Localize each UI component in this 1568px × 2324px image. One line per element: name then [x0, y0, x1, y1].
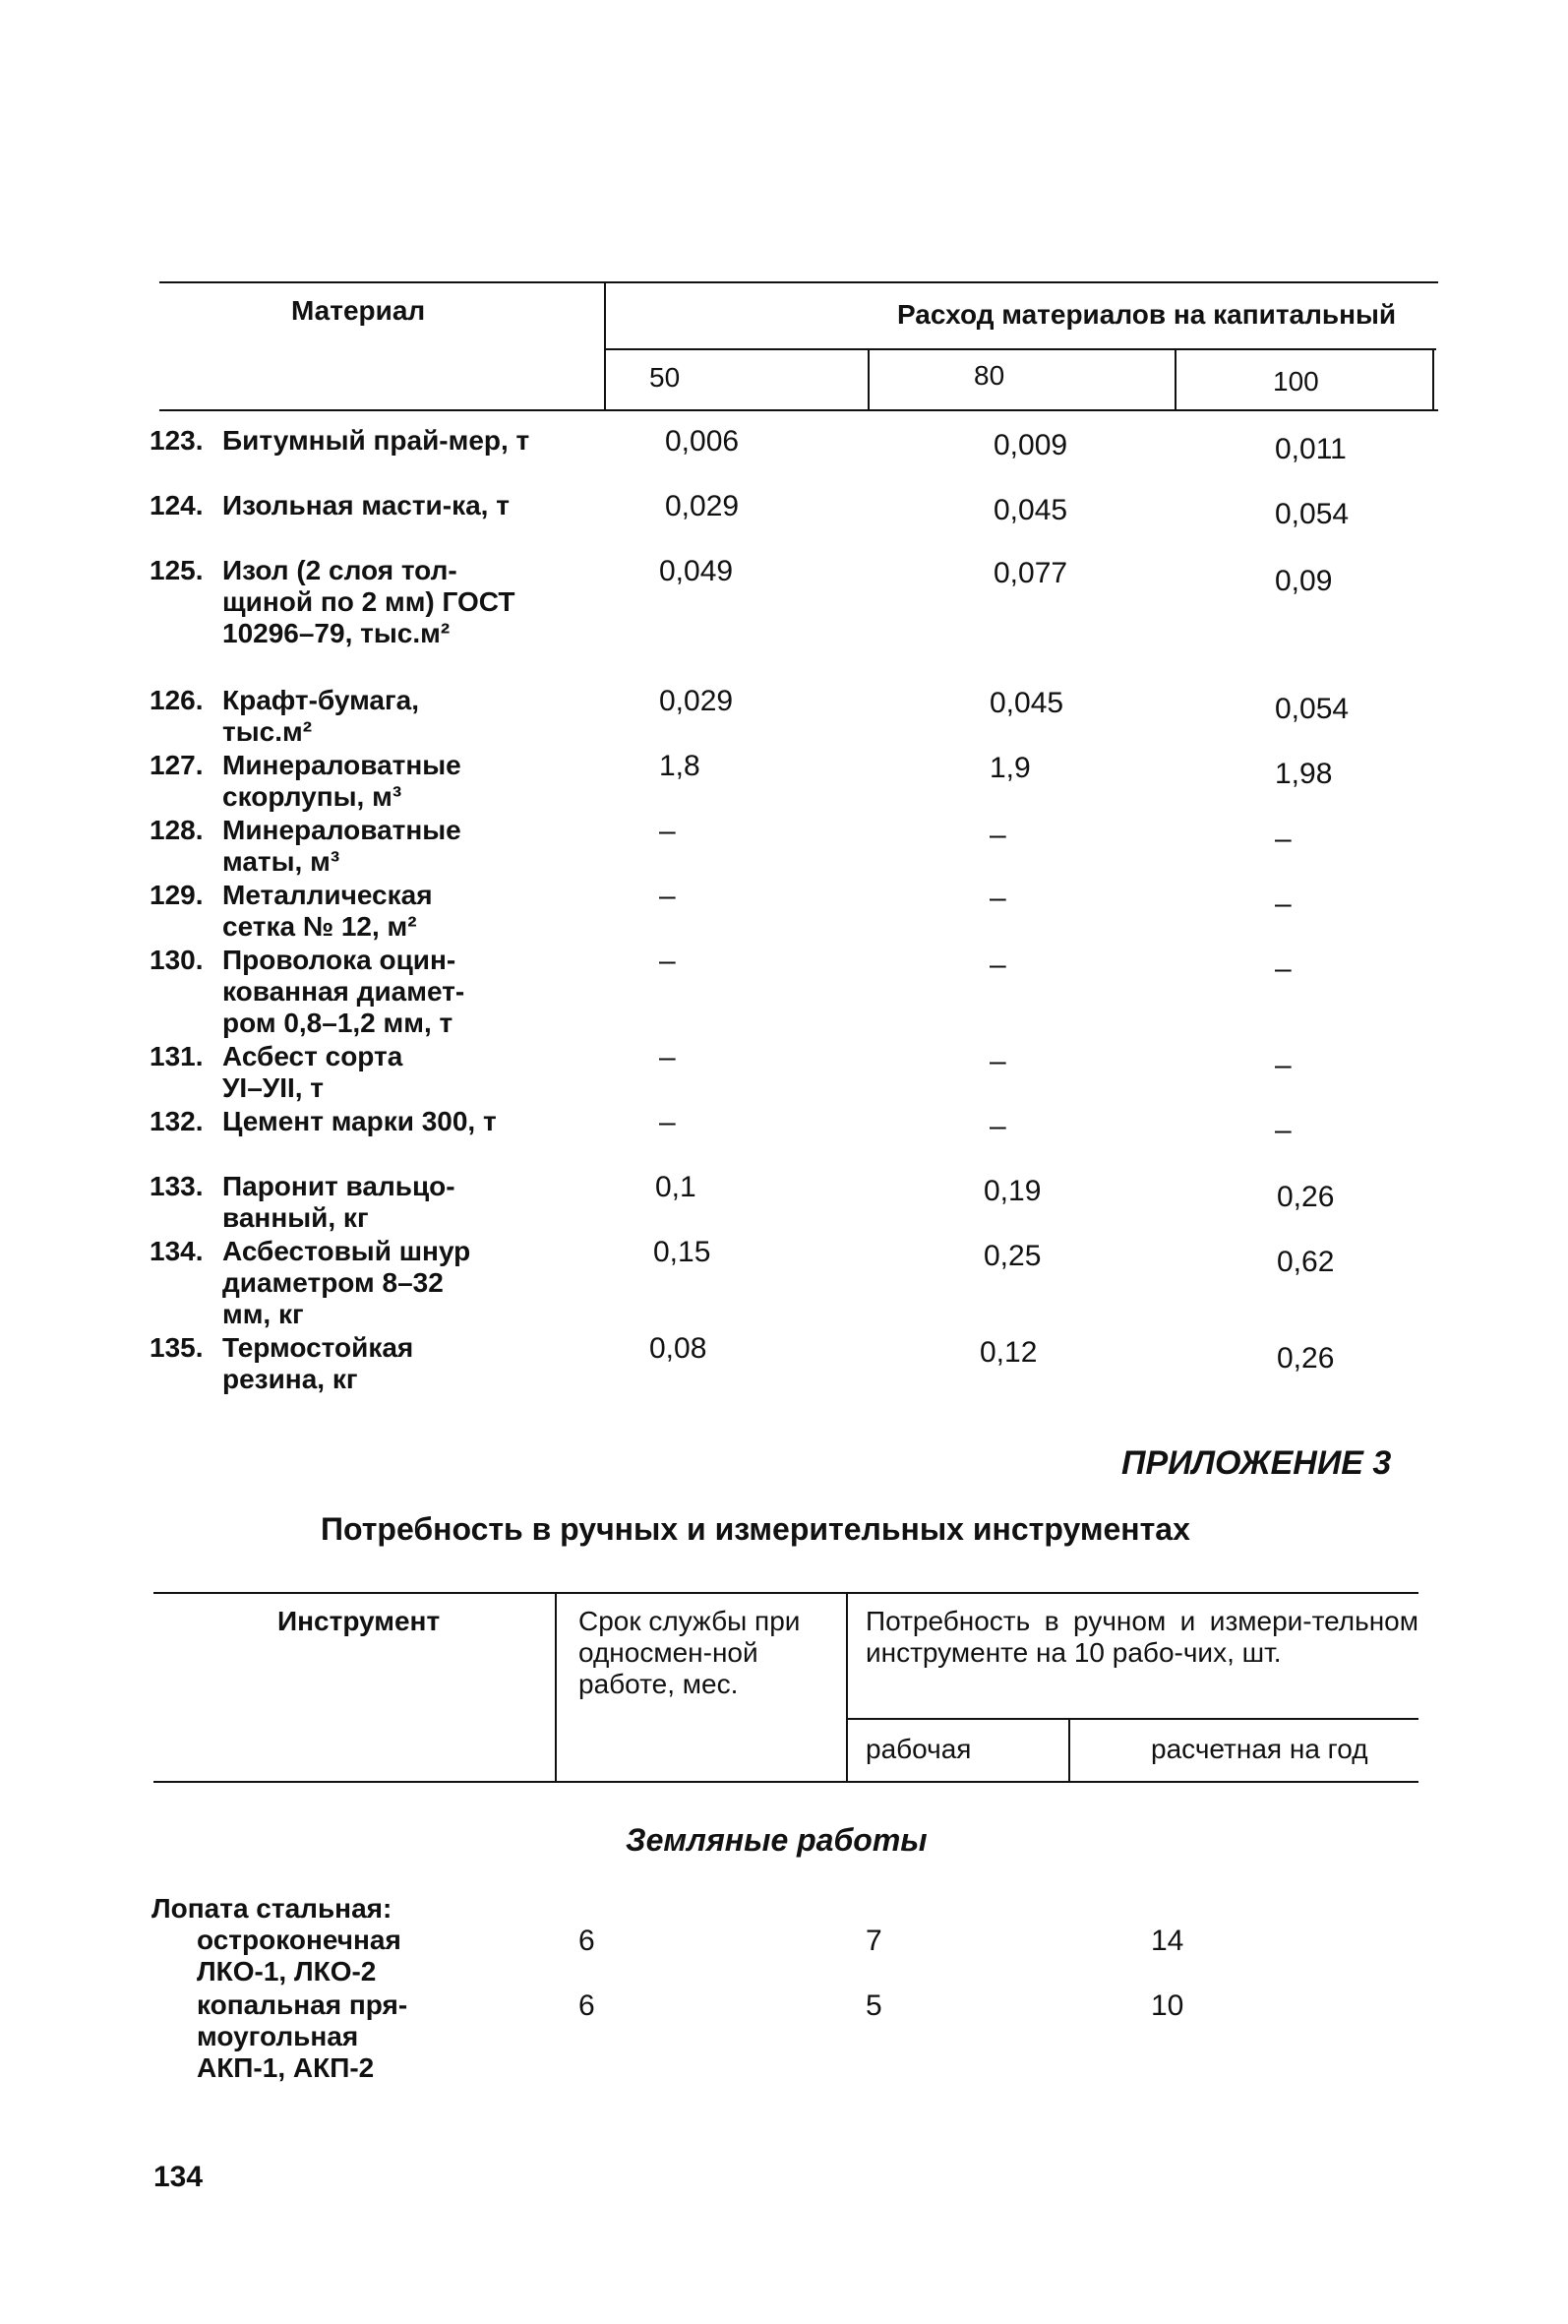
value-80: – [990, 882, 1006, 914]
row-number: 128. [150, 815, 204, 845]
value-50: 0,006 [665, 425, 740, 458]
working-value: 5 [866, 1989, 882, 2022]
material-name-text: Изол (2 слоя тол-щиной по 2 мм) ГОСТ 10296–79, тыс.м² [222, 555, 515, 648]
value-100: – [1275, 823, 1292, 855]
material-name [150, 490, 547, 521]
value-100: 0,011 [1275, 433, 1347, 465]
row-number: 126. [150, 685, 204, 715]
material-name [150, 750, 508, 813]
service-life-value: 6 [578, 1989, 595, 2022]
value-80: 0,009 [994, 429, 1068, 461]
table1-col-divider-1 [868, 348, 870, 409]
value-100: 1,98 [1275, 758, 1333, 790]
value-80: 0,25 [984, 1240, 1042, 1272]
tool-name: копальная пря-моугольная АКП-1, АКП-2 [197, 1989, 408, 2083]
value-50: – [659, 815, 676, 847]
material-name-text: Минераловатные маты, м³ [222, 815, 461, 877]
working-value: 7 [866, 1925, 882, 1957]
value-80: 0,045 [994, 494, 1068, 526]
annual-value: 14 [1151, 1925, 1184, 1957]
value-100: – [1275, 1114, 1292, 1146]
value-100: 0,26 [1277, 1342, 1335, 1375]
material-name-text: Паронит вальцо-ванный, кг [222, 1171, 455, 1233]
material-name [150, 685, 478, 748]
value-100: 0,26 [1277, 1181, 1335, 1213]
material-name [150, 815, 508, 878]
value-50: 1,8 [659, 750, 700, 782]
material-name-text: Крафт-бумага, тыс.м² [222, 685, 419, 747]
table2-header-tool: Инструмент [277, 1606, 441, 1636]
appendix-title: Потребность в ручных и измерительных инструментах [321, 1511, 1190, 1547]
table2-header-annual: расчетная на год [1151, 1734, 1368, 1764]
row-number: 123. [150, 425, 204, 456]
value-80: 0,12 [980, 1336, 1038, 1369]
material-name [150, 425, 547, 457]
table1-col-divider-2 [1175, 348, 1176, 409]
row-number: 132. [150, 1106, 204, 1136]
value-100: – [1275, 952, 1292, 985]
table2-divider-3 [1068, 1718, 1070, 1781]
value-50: 0,049 [659, 555, 734, 587]
value-50: 0,029 [665, 490, 740, 522]
table2-header-need: Потребность в ручном и измери-тельном инструменте на 10 рабо-чих, шт. [866, 1606, 1418, 1668]
value-80: 0,19 [984, 1175, 1042, 1207]
value-50: 0,1 [655, 1171, 696, 1203]
material-name-text: Проволока оцин-кованная диамет-ром 0,8–1,2 мм, т [222, 945, 465, 1038]
tool-name: остроконечная ЛКО-1, ЛКО-2 [197, 1925, 401, 1987]
appendix-label: ПРИЛОЖЕНИЕ 3 [1121, 1444, 1392, 1482]
value-100: – [1275, 1049, 1292, 1081]
value-80: – [990, 1110, 1006, 1142]
value-80: 0,077 [994, 557, 1068, 589]
page-number: 134 [153, 2161, 204, 2193]
row-number: 133. [150, 1171, 204, 1201]
material-name-text: Асбестовый шнур диаметром 8–32 мм, кг [222, 1236, 471, 1329]
value-100: 0,054 [1275, 498, 1350, 530]
table1-header-bottom-rule [159, 409, 1438, 411]
row-number: 135. [150, 1332, 204, 1363]
service-life-value: 6 [578, 1925, 595, 1957]
material-name [150, 880, 488, 943]
value-80: – [990, 819, 1006, 851]
value-80: 0,045 [990, 687, 1064, 719]
annual-value: 10 [1151, 1989, 1184, 2022]
table1-header-material: Материал [291, 295, 426, 326]
value-100: – [1275, 887, 1292, 920]
material-name [150, 945, 508, 1039]
row-number: 131. [150, 1041, 204, 1071]
table2-divider-1 [555, 1592, 557, 1781]
table2-header-service-life: Срок службы при односмен-ной работе, мес. [578, 1606, 801, 1699]
material-name [150, 1041, 439, 1104]
material-name [150, 1236, 498, 1330]
value-80: – [990, 948, 1006, 981]
value-50: 0,15 [653, 1236, 711, 1268]
table2-divider-2 [846, 1592, 848, 1781]
table2-subheader-rule [846, 1718, 1418, 1720]
row-number: 124. [150, 490, 204, 520]
row-number: 130. [150, 945, 204, 975]
table1-col-divider-3 [1432, 348, 1434, 409]
value-100: 0,054 [1275, 693, 1350, 725]
table1-header-divider [604, 281, 606, 409]
material-name-text: Термостойкая резина, кг [222, 1332, 414, 1394]
table2-top-rule [153, 1592, 1418, 1594]
row-number: 127. [150, 750, 204, 780]
material-name [150, 1171, 488, 1234]
table1-header-consumption: Расход материалов на капитальный [897, 299, 1397, 330]
material-name [150, 1106, 527, 1137]
material-name-text: Асбест сорта УI–УII, т [222, 1041, 403, 1103]
table1-header-col-50: 50 [649, 362, 681, 393]
tool-group-label: Лопата стальная: [151, 1893, 392, 1924]
table2-header-bottom-rule [153, 1781, 1418, 1783]
value-100: 0,09 [1275, 565, 1333, 597]
table1-top-rule [159, 281, 1438, 283]
value-50: – [659, 880, 676, 912]
value-50: – [659, 945, 676, 977]
material-name [150, 555, 517, 649]
row-number: 125. [150, 555, 204, 585]
value-100: 0,62 [1277, 1246, 1335, 1278]
value-80: 1,9 [990, 752, 1031, 784]
section-title: Земляные работы [626, 1822, 928, 1858]
material-name-text: Минераловатные скорлупы, м³ [222, 750, 461, 812]
material-name [150, 1332, 468, 1395]
table1-header-col-100: 100 [1273, 366, 1319, 397]
value-50: – [659, 1041, 676, 1073]
material-name-text: Изольная масти-ка, т [222, 490, 510, 520]
value-50: 0,029 [659, 685, 734, 717]
row-number: 129. [150, 880, 204, 910]
table1-subheader-rule [604, 348, 1436, 350]
value-50: 0,08 [649, 1332, 707, 1365]
material-name-text: Цемент марки 300, т [222, 1106, 497, 1136]
table2-header-working: рабочая [866, 1734, 972, 1764]
value-50: – [659, 1106, 676, 1138]
table1-header-col-80: 80 [974, 360, 1005, 391]
material-name-text: Битумный прай-мер, т [222, 425, 530, 456]
material-name-text: Металлическая сетка № 12, м² [222, 880, 433, 942]
row-number: 134. [150, 1236, 204, 1266]
value-80: – [990, 1045, 1006, 1077]
